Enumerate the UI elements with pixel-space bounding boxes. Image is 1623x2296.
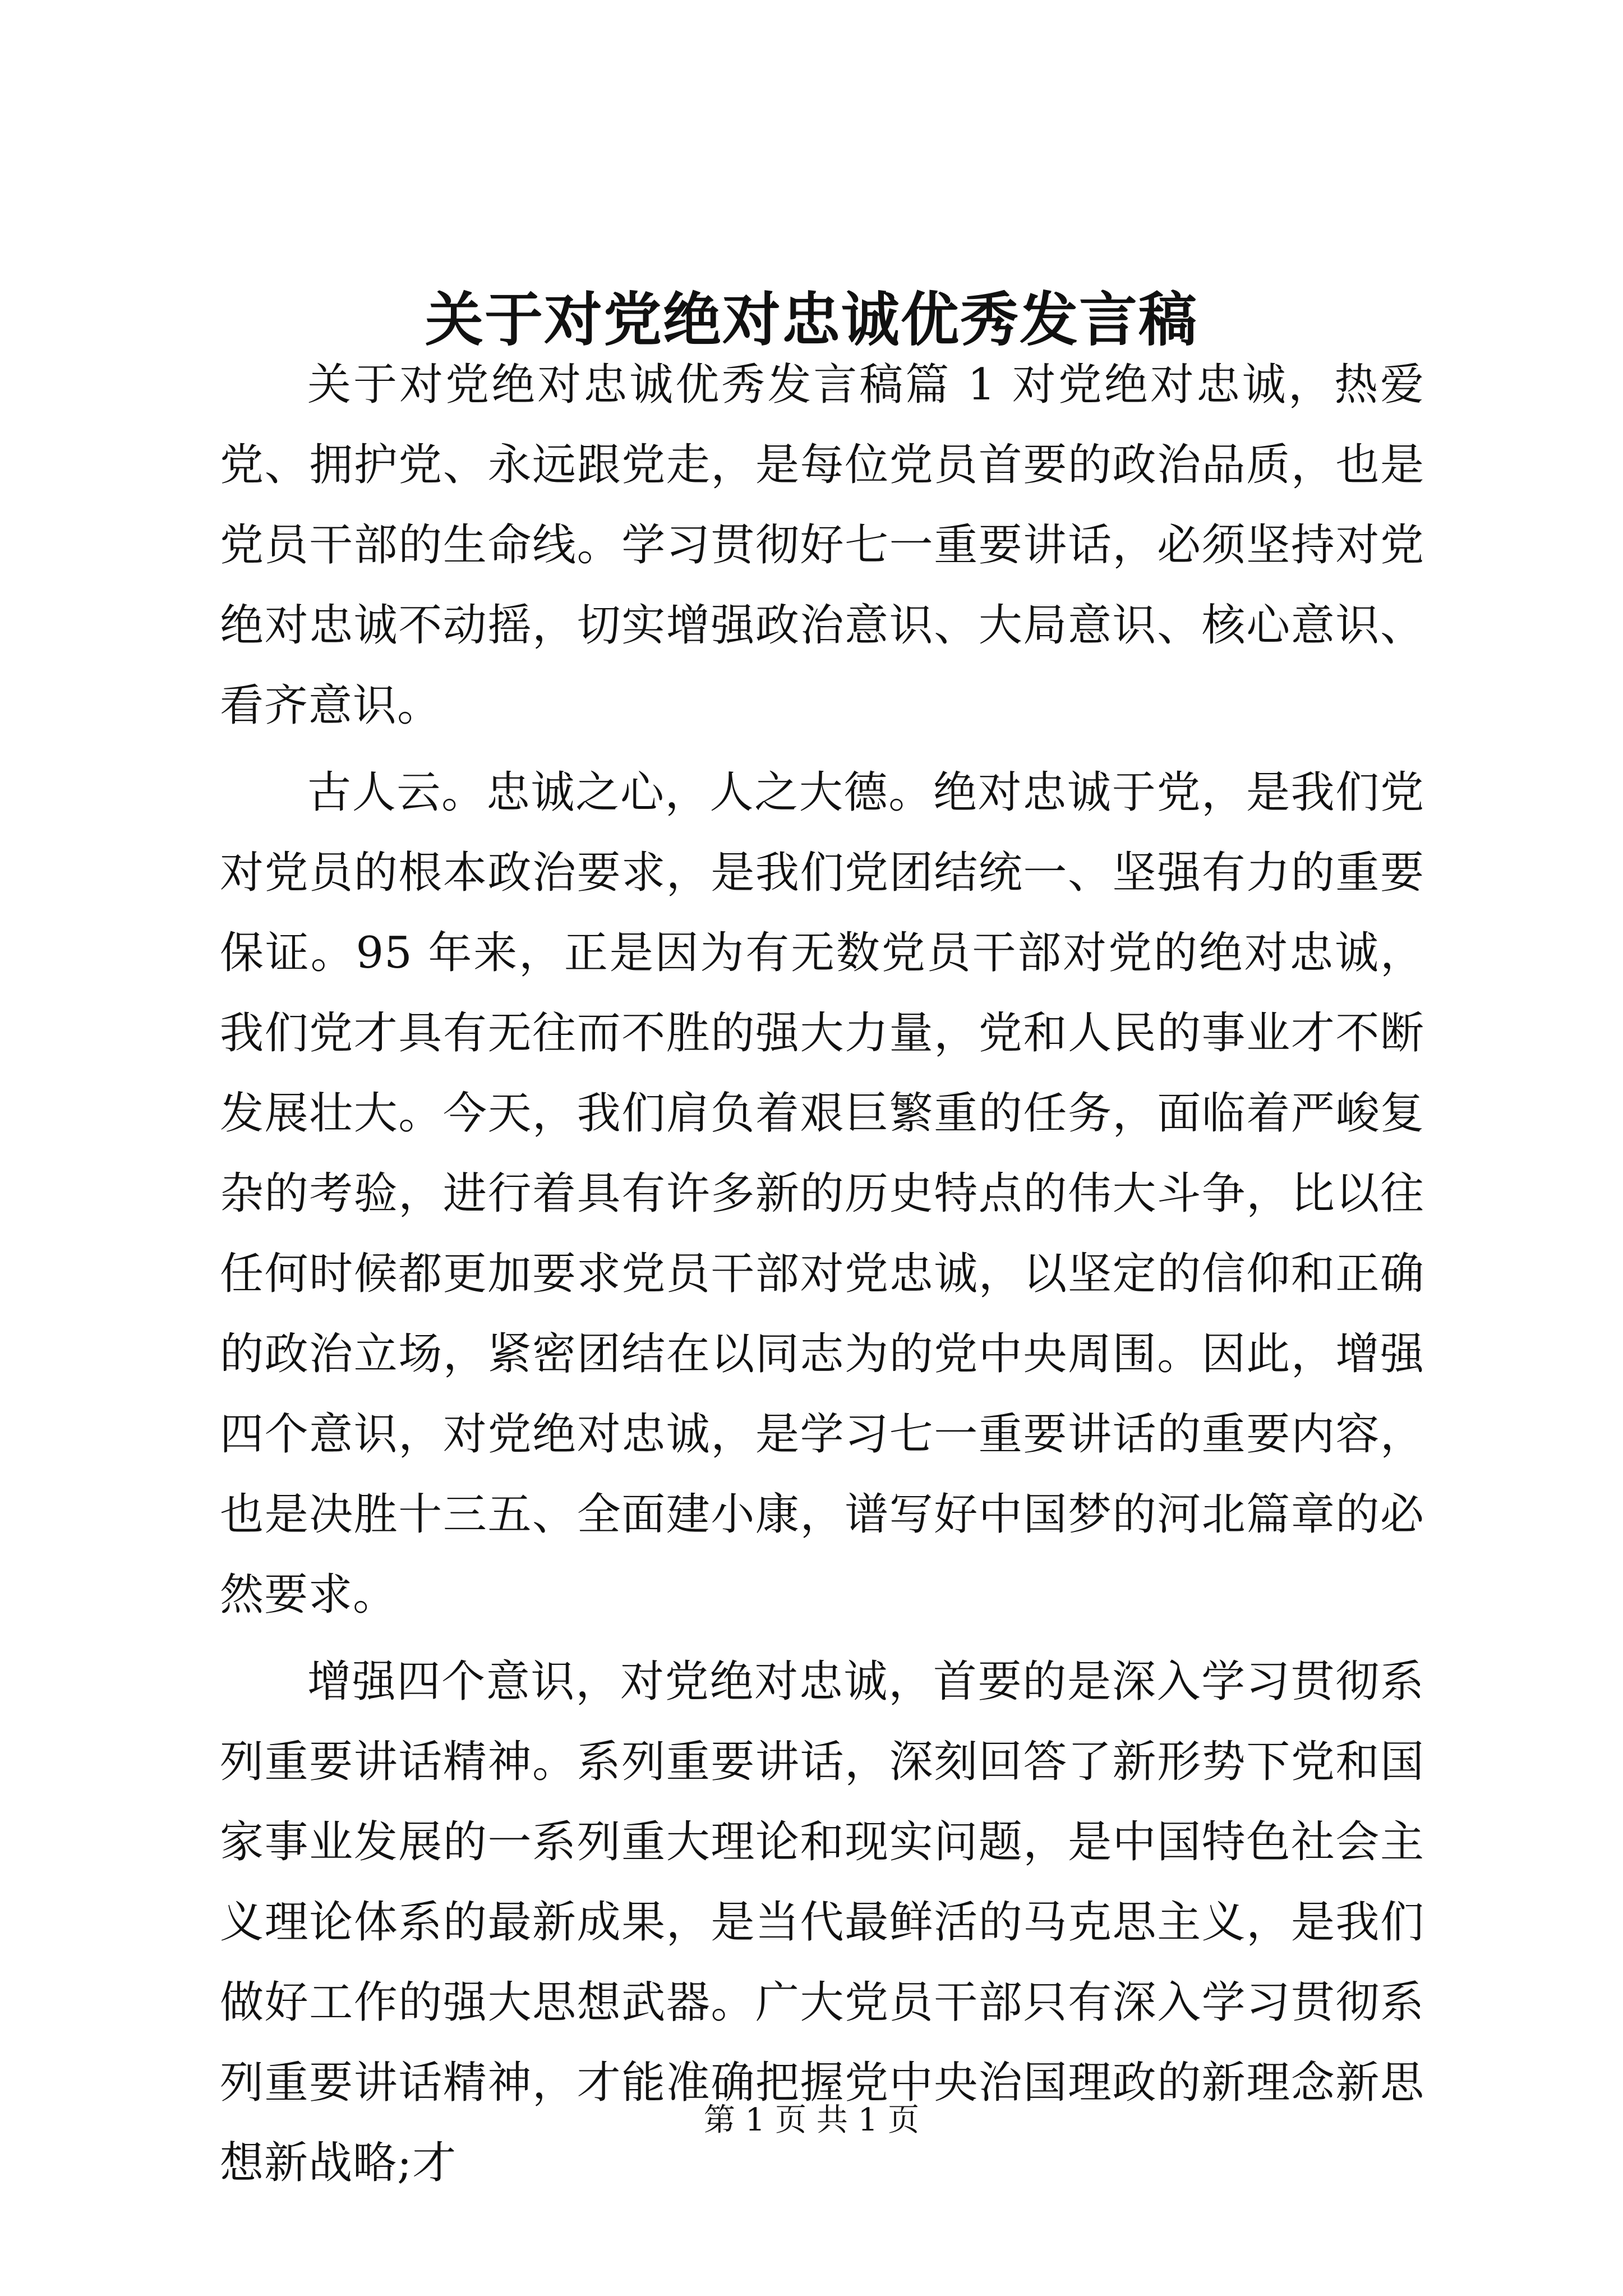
document-body [220, 345, 1424, 2205]
paragraph-1: 关于对党绝对忠诚优秀发言稿篇 1 对党绝对忠诚，热爱党、拥护党、永远跟党走，是每位党员首要的政治品质，也是党员干部的生命线。学习贯彻好七一重要讲话，必须坚持对党绝对忠诚不动摇，切实增强政治意识、大局意识、核心意识、看齐意识。 [220, 360, 1424, 731]
paragraph-2: 古人云。忠诚之心，人之大德。绝对忠诚于党，是我们党对党员的根本政治要求，是我们党团结统一、坚强有力的重要保证。95 年来，正是因为有无数党员干部对党的绝对忠诚，我们党才具有无往而不胜的强大力量，党和人民的事业才不断发展壮大。今天，我们肩负着艰巨繁重的任务，面临着严峻复杂的考验，进行着具有许多新的历史特点的伟大斗争，比以往任何时候都更加要求党员干部对党忠诚，以坚定的信仰和正确的政治立场，紧密团结在以同志为的党中央周围。因此，增强四个意识，对党绝对忠诚，是学习七一重要讲话的重要内容，也是决胜十三五、全面建小康，谱写好中国梦的河北篇章的必然要求。 [220, 767, 1424, 1620]
page-footer: 第 1 页 共 1 页 [703, 2102, 920, 2138]
paragraph-3: 增强四个意识，对党绝对忠诚，首要的是深入学习贯彻系列重要讲话精神。系列重要讲话，深刻回答了新形势下党和国家事业发展的一系列重大理论和现实问题，是中国特色社会主义理论体系的最新成果，是当代最鲜活的马克思主义，是我们做好工作的强大思想武器。广大党员干部只有深入学习贯彻系列重要讲话精神，才能准确把握党中央治国理政的新理念新思想新战略;才 [220, 1657, 1424, 2188]
document-title: 关于对党绝对忠诚优秀发言稿 [425, 285, 1198, 354]
